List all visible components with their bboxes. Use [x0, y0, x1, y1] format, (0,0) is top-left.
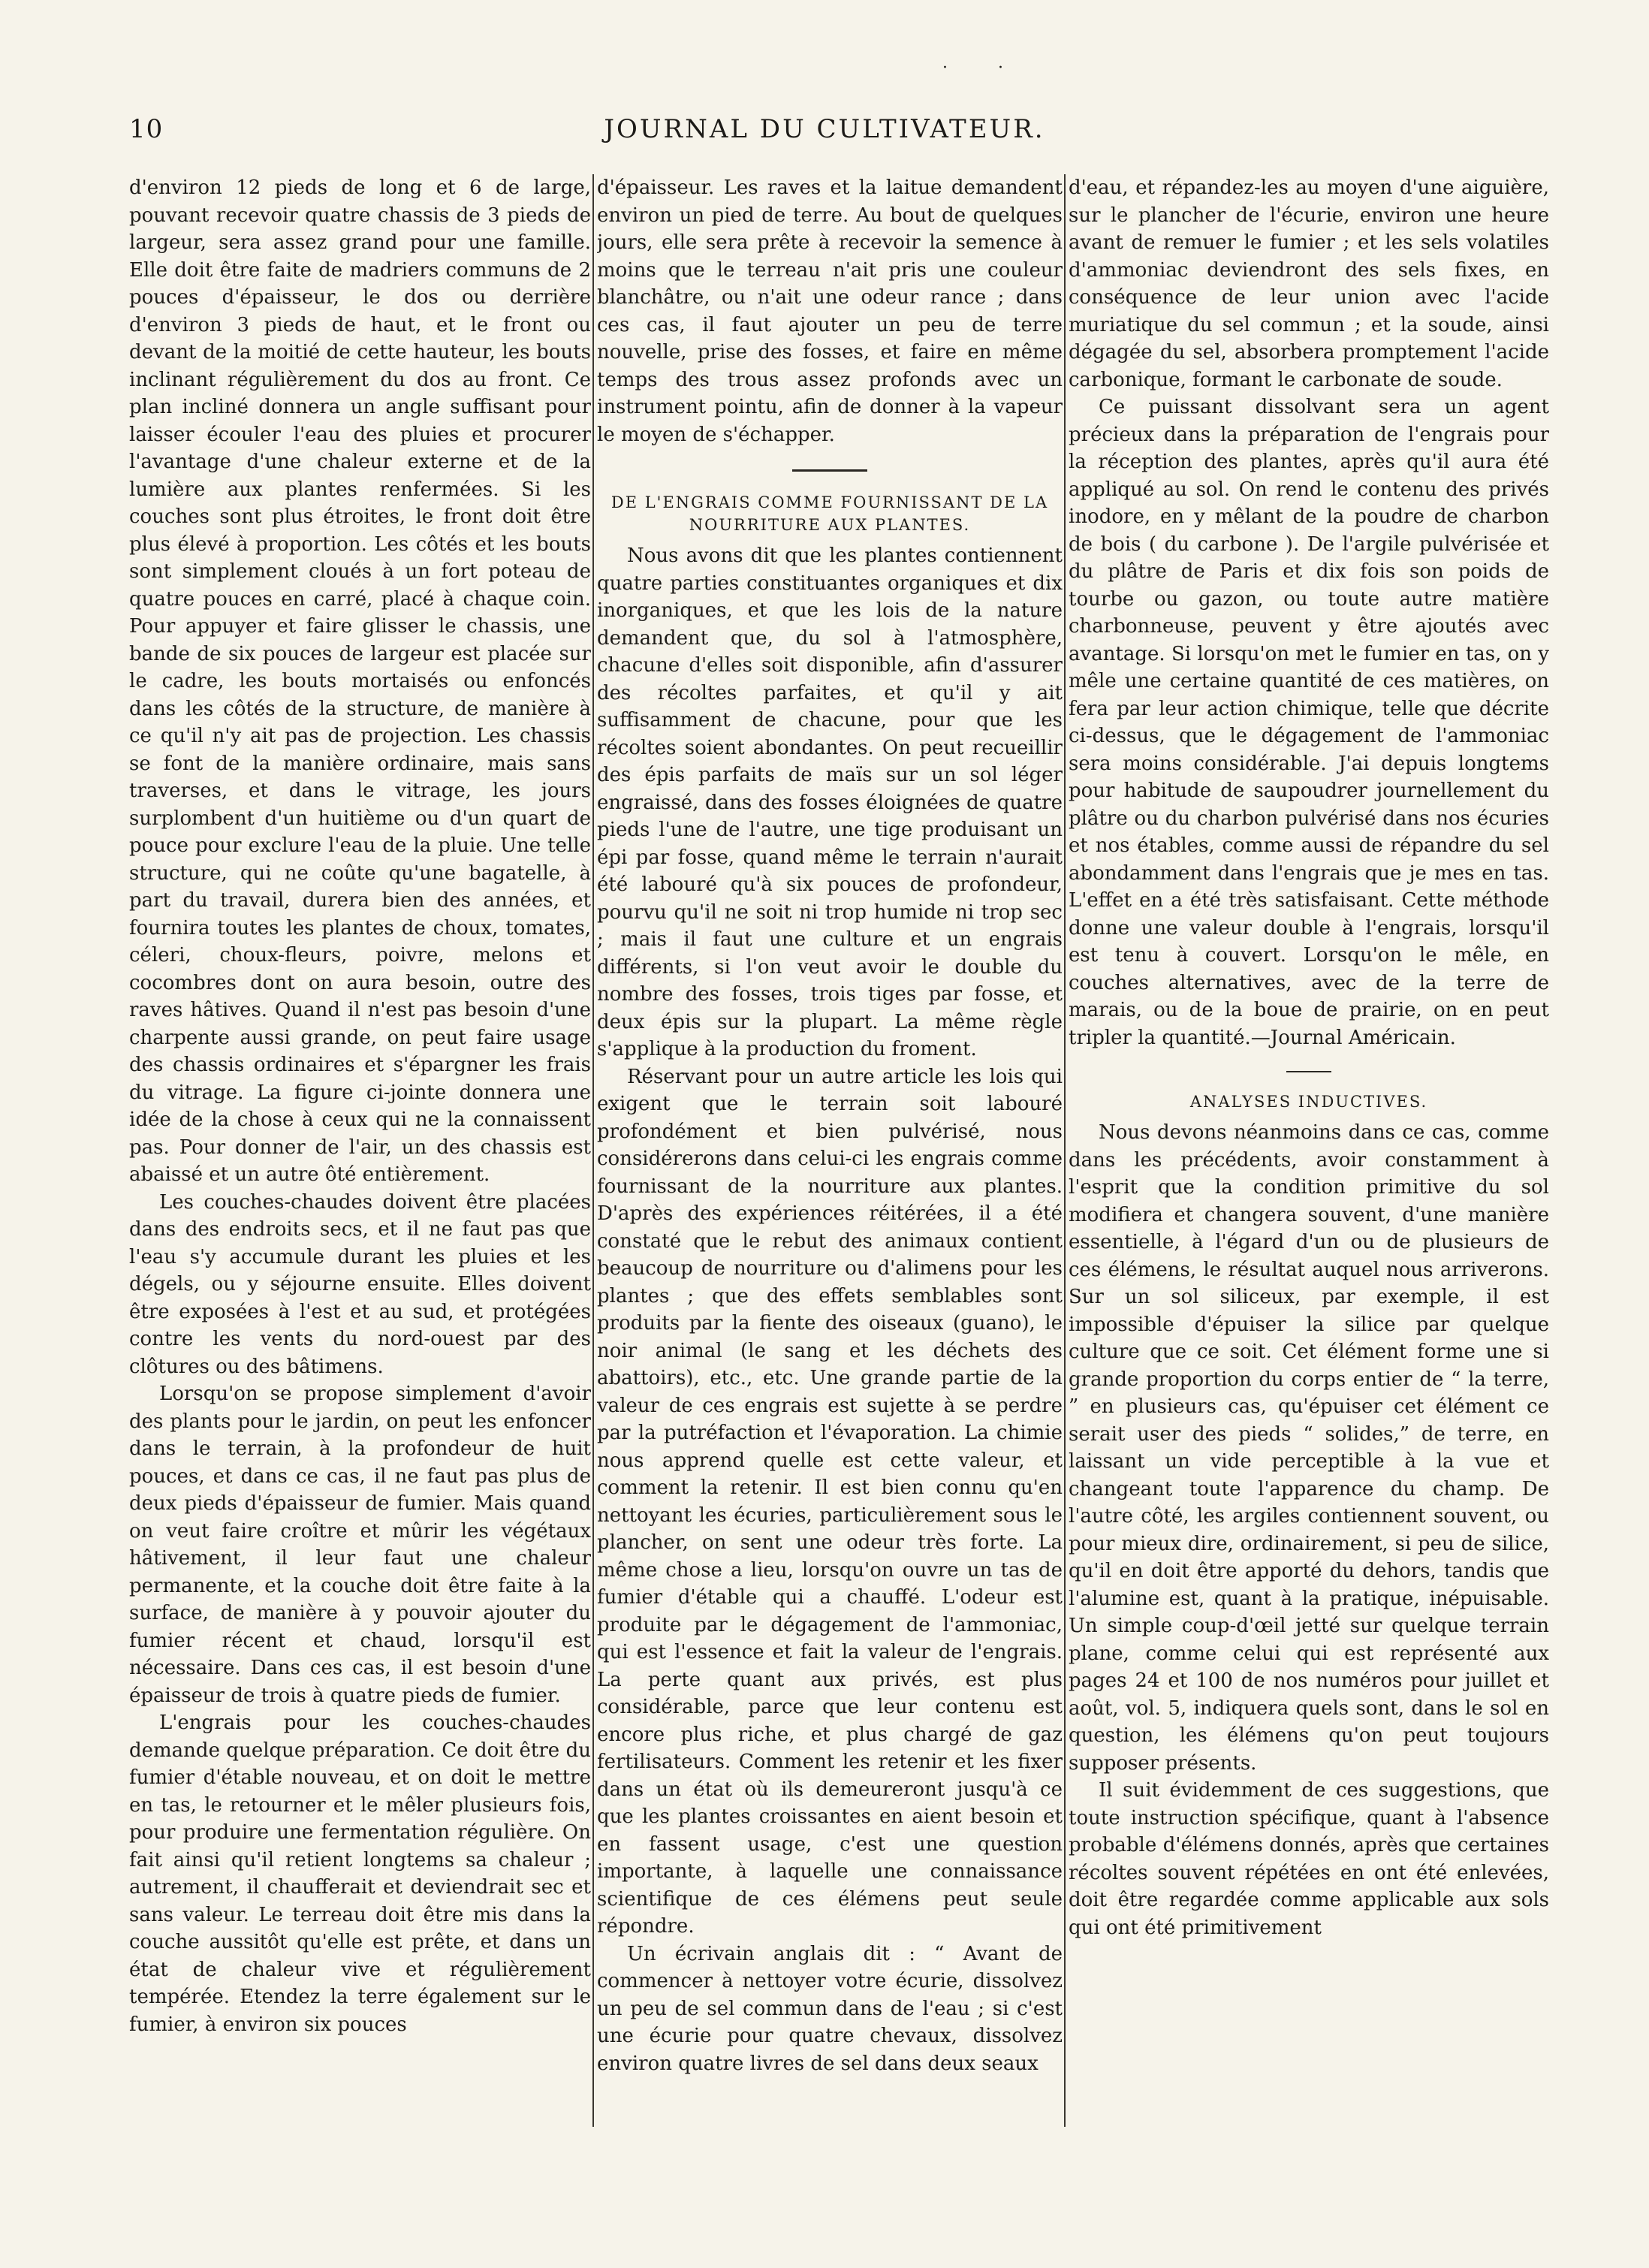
column-rule-2 [1064, 174, 1066, 2127]
paragraph: Ce puissant dissolvant sera un agent précieux dans la préparation de l'engrais pour la réception des plantes, après qu'il aura été appliqué au sol. On rend le contenu des privés inodore, en y mêlant de la poudre de charbon de bois ( du carbone ). De l'argile pulvérisée et du plâtre de Paris et dix fois son poids de tourbe ou gazon, ou toute autre matière charbonneuse, peuvent y être ajoutés avec avantage. Si lorsqu'on met le fumier en tas, on y mêle une certaine quantité de ces matières, on fera par leur action chimique, telle que décrite ci-dessus, que le dégagement de l'ammoniac sera moins considérable. J'ai depuis longtems pour habitude de saupoudrer journellement du plâtre ou du charbon pulvérisé dans nos écuries et nos étables, comme aussi de répandre du sel abondamment dans l'engrais que je mes en tas. L'effet en a été très satisfaisant. Cette méthode donne une valeur double à l'engrais, lorsqu'il est tenu à couvert. Lorsqu'on le mêle, en couches alternatives, avec de la terre de marais, ou de la boue de prairie, on en peut tripler la quantité.—Journal Américain. [1069, 396, 1549, 1049]
paragraph: L'engrais pour les couches-chaudes demande quelque préparation. Ce doit être du fumier d'étable nouveau, et on doit le mettre en tas, le retourner et le mêler plusieurs fois, pour produire une fermentation régulière. On fait ainsi qu'il retient longtems sa chaleur ; autrement, il chaufferait et deviendrait sec et sans valeur. Le terreau doit être mis dans la couche aussitôt qu'elle est prête, et dans un état de chaleur vive et régulièrement tempérée. Etendez la terre également sur le fumier, à environ six pouces [129, 1712, 591, 2036]
paragraph: Nous avons dit que les plantes contiennent quatre parties constituantes organiques et dix inorganiques, et que les lois de la nature demandent que, du sol à l'atmosphère, chacune d'elles soit disponible, afin d'assurer des récoltes parfaites, et qu'il y ait suffisamment de chacune, pour que les récoltes soient abondantes. On peut recueillir des épis parfaits de maïs sur un sol léger engraissé, dans des fosses éloignées de quatre pieds l'une de l'autre, une tige produisant un épi par fosse, quand même le terrain n'aurait été labouré qu'à six pouces de profondeur, pourvu qu'il ne soit ni trop humide ni trop sec ; mais il faut une culture et un engrais différents, si l'on veut avoir le double du nombre des fosses, trois tiges par fosse, et deux épis sur la plupart. La même règle s'applique à la production du froment. [597, 544, 1063, 1060]
running-title: JOURNAL DU CULTIVATEUR. [604, 114, 1045, 144]
section-separator [792, 469, 867, 472]
paragraph: Réservant pour un autre article les lois qui exigent que le terrain soit labouré profondément et bien pulvérisé, nous considérerons dans celui-ci les engrais comme fournissant de la nourriture aux plantes. D'après des expériences réitérées, il a été constaté que le rebut des animaux contient beaucoup de nourriture ou d'alimens pour les plantes ; que des effets semblables sont produits par la fiente des oiseaux (guano), le noir animal (le sang et les déchets des abattoirs), etc., etc. Une grande partie de la valeur de ces engrais est sujette à se perdre par la putréfaction et l'évaporation. La chimie nous apprend quelle est cette valeur, et comment la retenir. Il est bien connu qu'en nettoyant les écuries, particulièrement sous le plancher, on sent une odeur très forte. La même chose a lieu, lorsqu'on ouvre un tas de fumier d'étable qui a chauffé. L'odeur est produite par le dégagement de l'ammoniac, qui est l'essence et fait la valeur de l'engrais. La perte quant aux privés, est plus considérable, parce que leur contenu est encore plus riche, et plus chargé de gaz fertilisateurs. Comment les retenir et les fixer dans un état où ils demeureront jusqu'à ce que les plantes croissantes en aient besoin et en fassent usage, c'est une question importante, à laquelle une connaissance scientifique de ces élémens peut seule répondre. [597, 1065, 1063, 1938]
section-heading: DE L'ENGRAIS COMME FOURNISSANT DE LA NOURRITURE AUX PLANTES. [610, 493, 1049, 534]
section-separator [1286, 1071, 1331, 1072]
paragraph: d'épaisseur. Les raves et la laitue demandent environ un pied de terre. Au bout de quelques jours, elle sera prête à recevoir la semence à moins que le terreau n'ait pris une couleur blanchâtre, ou n'ait une odeur rance ; dans ces cas, il faut ajouter un peu de terre nouvelle, prise des fosses, et faire en même temps des trous assez profonds avec un instrument pointu, afin de donner à la vapeur le moyen de s'échapper. [597, 176, 1063, 446]
section-heading: ANALYSES INDUCTIVES. [1189, 1093, 1428, 1111]
top-ink-marks: · · [942, 59, 1026, 77]
paragraph: Il suit évidemment de ces suggestions, que toute instruction spécifique, quant à l'absence probable d'élémens donnés, après que certaines récoltes souvent répétées en ont été enlevées, doit être regardée comme applicable aux sols qui ont été primitivement [1069, 1779, 1549, 1939]
column-1 [129, 174, 591, 2239]
paragraph: Un écrivain anglais dit : “ Avant de commencer à nettoyer votre écurie, dissolvez un peu de sel commun dans de l'eau ; si c'est une écurie pour quatre chevaux, dissolvez environ quatre livres de sel dans deux seaux [597, 1942, 1063, 2075]
paragraph: d'environ 12 pieds de long et 6 de large, pouvant recevoir quatre chassis de 3 pieds de largeur, sera assez grand pour une famille. Elle doit être faite de madriers communs de 2 pouces d'épaisseur, le dos ou derrière d'environ 3 pieds de haut, et le front ou devant de la moitié de cette hauteur, les bouts inclinant régulièrement du dos au front. Ce plan incliné donnera un angle suffisant pour laisser écouler l'eau des pluies et procurer l'avantage d'une chaleur externe et de la lumière aux plantes renfermées. Si les couches sont plus étroites, le front doit être plus élevé à proportion. Les côtés et les bouts sont simplement cloués à un fort poteau de quatre pouces en carré, placé à chaque coin. Pour appuyer et faire glisser le chassis, une bande de six pouces de largeur est placée sur le cadre, les bouts mortaisés ou enfoncés dans les côtés de la structure, de manière à ce qu'il n'y ait pas de projection. Les chassis se font de la manière ordinaire, mais sans traverses, et dans le vitrage, les jours surplombent d'un huitième ou d'un quart de pouce pour exclure l'eau de la pluie. Une telle structure, qui ne coûte qu'une bagatelle, à part du travail, durera bien des années, et fournira toutes les plantes de choux, tomates, céleri, choux-fleurs, poivre, melons et cocombres dont on aura besoin, outre des raves hâtives. Quand il n'est pas besoin d'une charpente aussi grande, on peut faire usage des chassis ordinaires et s'épargner les frais du vitrage. La figure ci-jointe donnera une idée de la chose à ceux qui ne la connaissent pas. Pour donner de l'air, un des chassis est abaissé et un autre ôté entièrement. [129, 176, 591, 1186]
paragraph: d'eau, et répandez-les au moyen d'une aiguière, sur le plancher de l'écurie, environ une heure avant de remuer le fumier ; et les sels volatiles d'ammoniac deviendront des sels fixes, en conséquence de leur union avec l'acide muriatique du sel commun ; et la soude, ainsi dégagée du sel, absorbera promptement l'acide carbonique, formant le carbonate de soude. [1069, 176, 1549, 391]
paragraph: Nous devons néanmoins dans ce cas, comme dans les précédents, avoir constamment à l'esprit que la condition primitive du sol modifiera et changera souvent, d'une manière essentielle, à l'égard d'un ou de plusieurs de ces élémens, le résultat auquel nous arriverons. Sur un sol siliceux, par exemple, il est impossible d'épuiser la silice par quelque culture que ce soit. Cet élément forme une si grande proportion du corps entier de “ la terre, ” en plusieurs cas, qu'épuiser cet élément ce serait user des pieds “ solides,” de terre, en laissant un vide perceptible à la vue et changeant toute l'apparence du champ. De l'autre côté, les argiles contiennent souvent, ou pour mieux dire, ordinairement, si peu de silice, qu'il en doit être apporté du dehors, tandis que l'alumine est, quant à la pratique, inépuisable. Un simple coup-d'œil jetté sur quelque terrain plane, comme celui qui est représenté aux pages 24 et 100 de nos numéros pour juillet et août, vol. 5, indiquera quels sont, dans le sol en question, les élémens qu'on peut toujours supposer présents. [1069, 1121, 1549, 1775]
column-3 [1069, 174, 1549, 2239]
page-number: 10 [129, 114, 164, 144]
paragraph: Les couches-chaudes doivent être placées dans des endroits secs, et il ne faut pas que l'eau s'y accumule durant les pluies et les dégels, ou y séjourne ensuite. Elles doivent être exposées à l'est et au sud, et protégées contre les vents du nord-ouest par des clôtures ou des bâtimens. [129, 1190, 591, 1378]
column-rule-1 [592, 174, 594, 2127]
column-2 [597, 174, 1063, 2239]
paragraph: Lorsqu'on se propose simplement d'avoir des plants pour le jardin, on peut les enfoncer dans le terrain, à la profondeur de huit pouces, et dans ce cas, il ne faut pas plus de deux pieds d'épaisseur de fumier. Mais quand on veut faire croître et mûrir les végétaux hâtivement, il leur faut une chaleur permanente, et la couche doit être faite à la surface, de manière à y pouvoir ajouter du fumier récent et chaud, lorsqu'il est nécessaire. Dans ces cas, il est besoin d'une épaisseur de trois à quatre pieds de fumier. [129, 1383, 591, 1707]
